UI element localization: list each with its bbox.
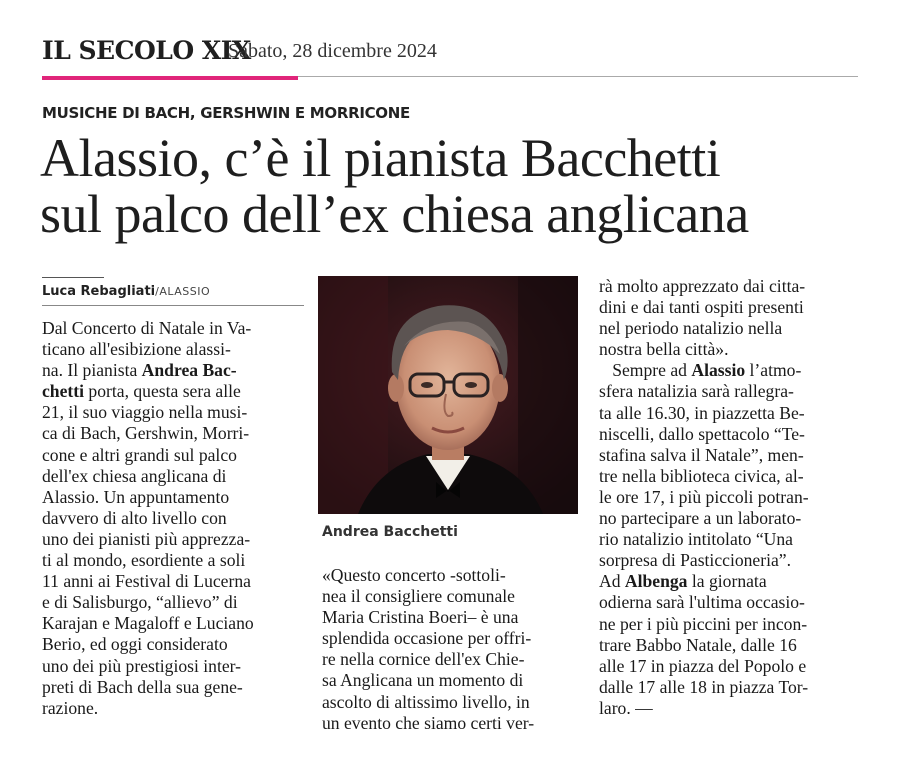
text-line: sorpresa di Pasticcioneria”.: [599, 550, 791, 571]
text-line: nostra bella città».: [599, 339, 729, 360]
text-line: Ad Albenga la giornata: [599, 571, 767, 592]
text-line: re nella cornice dell'ex Chie-: [322, 649, 525, 670]
portrait-image: [318, 276, 578, 514]
byline-author: Luca Rebagliati: [42, 284, 156, 299]
headline: [40, 130, 870, 242]
issue-date: Sabato, 28 dicembre 2024: [228, 40, 437, 62]
headline-line: Alassio, c’è il pianista Bacchetti: [40, 128, 721, 188]
text-line: davvero di alto livello con: [42, 507, 227, 528]
masthead: [42, 36, 858, 76]
text-line: 11 anni ai Festival di Lucerna: [42, 571, 251, 592]
text-line: na. Il pianista Andrea Bac-: [42, 360, 237, 381]
newspaper-name: IL SECOLO XIX: [42, 36, 251, 65]
text-line: alle 17 in piazza del Popolo e: [599, 655, 807, 676]
text-line: uno dei pianisti più apprezza-: [42, 528, 251, 549]
accent-rule: [42, 76, 298, 80]
text-line: rà molto apprezzato dai citta-: [599, 276, 806, 296]
text-line: Sempre ad Alassio l’atmo-: [612, 360, 802, 381]
kicker: MUSICHE DI BACH, GERSHWIN E MORRICONE: [42, 104, 410, 122]
text-line: no partecipare a un laborato-: [599, 508, 802, 529]
text-line: un evento che siamo certi ver-: [322, 712, 535, 733]
text-line: preti di Bach della sua gene-: [42, 676, 243, 697]
text-line: splendida occasione per offri-: [322, 628, 532, 649]
text-line: ne per i più piccini per incon-: [599, 613, 808, 634]
text-line: dell'ex chiesa anglicana di: [42, 465, 227, 486]
text-line: rio natalizio intitolato “Una: [599, 529, 793, 550]
text-line: ascolto di altissimo livello, in: [322, 691, 530, 712]
byline: [42, 284, 210, 299]
text-line: nea il consigliere comunale: [322, 586, 515, 607]
text-line: Karajan e Magaloff e Luciano: [42, 613, 254, 634]
text-line: dalle 17 alle 18 in piazza Tor-: [599, 676, 809, 697]
text-line: sfera natalizia sarà rallegra-: [599, 381, 794, 402]
text-line: le ore 17, i più piccoli potran-: [599, 486, 809, 507]
text-line: uno dei più prestigiosi inter-: [42, 655, 242, 676]
article-column-3: [599, 276, 809, 719]
article-column-1: [42, 318, 254, 719]
article-column-2: [322, 565, 534, 734]
text-line: 21, il suo viaggio nella musi-: [42, 402, 248, 423]
text-line: laro. —: [599, 697, 653, 718]
text-line: trare Babbo Natale, dalle 16: [599, 634, 797, 655]
byline-location: /ALASSIO: [155, 285, 211, 298]
text-line: tre nella biblioteca civica, al-: [599, 465, 804, 486]
header-rule: [298, 76, 858, 77]
text-line: chetti porta, questa sera alle: [42, 381, 241, 402]
text-line: e di Salisburgo, “allievo” di: [42, 592, 238, 613]
photo-caption: Andrea Bacchetti: [322, 524, 458, 540]
text-line: cone e altri grandi sul palco: [42, 444, 237, 465]
text-line: ti al mondo, esordiente a soli: [42, 550, 246, 571]
byline-rule: [42, 277, 104, 278]
text-line: odierna sarà l'ultima occasio-: [599, 592, 805, 613]
headline-line: sul palco dell’ex chiesa anglicana: [40, 184, 749, 244]
text-line: ticano all'esibizione alassi-: [42, 339, 231, 360]
text-line: nel periodo natalizio nella: [599, 318, 783, 339]
text-line: ca di Bach, Gershwin, Morri-: [42, 423, 250, 444]
text-line: Alassio. Un appuntamento: [42, 486, 230, 507]
text-line: Dal Concerto di Natale in Va-: [42, 318, 252, 338]
text-line: sa Anglicana un momento di: [322, 670, 524, 691]
text-line: niscelli, dallo spettacolo “Te-: [599, 423, 805, 444]
text-line: stafina salva il Natale”, men-: [599, 444, 804, 465]
text-line: Maria Cristina Boeri– è una: [322, 607, 519, 628]
text-line: «Questo concerto -sottoli-: [322, 565, 506, 585]
text-line: ta alle 16.30, in piazzetta Be-: [599, 402, 805, 423]
pianist-photo: [318, 276, 578, 514]
text-line: dini e dai tanti ospiti presenti: [599, 297, 804, 318]
text-line: Berio, ed oggi considerato: [42, 634, 228, 655]
text-line: razione.: [42, 697, 99, 718]
byline-underline: [42, 305, 304, 306]
